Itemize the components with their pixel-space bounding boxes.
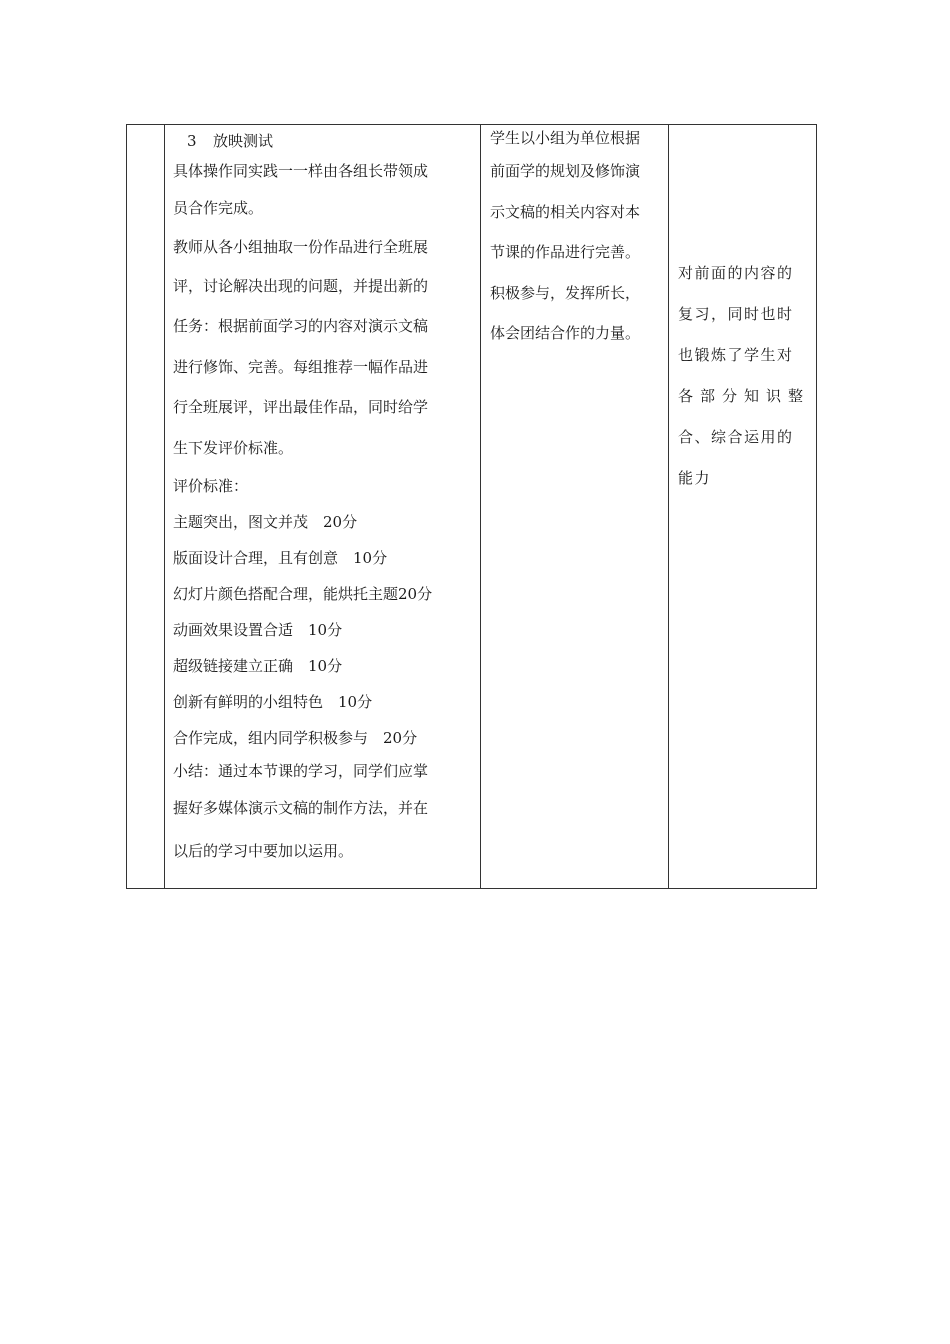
student-line: 节课的作品进行完善。 [490,243,641,261]
student-line: 前面学的规划及修饰演 [490,162,641,180]
activity-line: 具体操作同实践一一样由各组长带领成 [173,162,429,180]
activity-line: 任务：根据前面学习的内容对演示文稿 [173,317,429,335]
intent-line: 各部分知识整 [678,387,811,405]
activity-line: 行全班展评，评出最佳作品，同时给学 [173,398,429,416]
student-line: 体会团结合作的力量。 [490,324,641,342]
heading-number: 3 [187,132,197,150]
student-activity-cell [481,125,669,889]
lesson-table [126,124,817,889]
criteria-item: 主题突出，图文并茂 20分 [173,513,358,531]
activity-line: 评，讨论解决出现的问题，并提出新的 [173,276,429,295]
criteria-item: 超级链接建立正确 10分 [173,657,343,675]
activity-line: 进行修饰、完善。每组推荐一幅作品进 [173,357,429,376]
summary-line: 握好多媒体演示文稿的制作方法，并在 [173,799,429,817]
intent-line: 对前面的内容的 [678,264,794,282]
table-row [127,125,817,889]
intent-line: 复习，同时也时 [678,305,794,323]
design-intent-cell [669,125,817,889]
activity-heading [173,127,480,155]
criteria-title: 评价标准： [173,477,249,495]
criteria-item: 幻灯片颜色搭配合理，能烘托主题20分 [173,585,433,603]
activity-cell [165,125,481,889]
criteria-item: 动画效果设置合适 10分 [173,621,343,639]
activity-line: 教师从各小组抽取一份作品进行全班展 [173,237,429,256]
criteria-item: 版面设计合理，且有创意 10分 [173,549,388,567]
student-line: 学生以小组为单位根据 [490,129,641,147]
heading-text: 放映测试 [213,132,274,150]
intent-line: 合、综合运用的 [678,428,794,446]
student-line: 示文稿的相关内容对本 [490,202,641,221]
empty-cell [127,125,165,889]
summary-line: 小结：通过本节课的学习，同学们应掌 [173,762,429,780]
activity-line: 生下发评价标准。 [173,438,294,457]
intent-line: 也锻炼了学生对 [678,346,794,364]
criteria-item: 合作完成，组内同学积极参与 20分 [173,729,418,747]
intent-line: 能力 [678,469,712,487]
student-line: 积极参与，发挥所长， [490,283,641,302]
criteria-item: 创新有鲜明的小组特色 10分 [173,693,373,711]
summary-line: 以后的学习中要加以运用。 [173,842,354,860]
activity-line: 员合作完成。 [173,199,264,217]
